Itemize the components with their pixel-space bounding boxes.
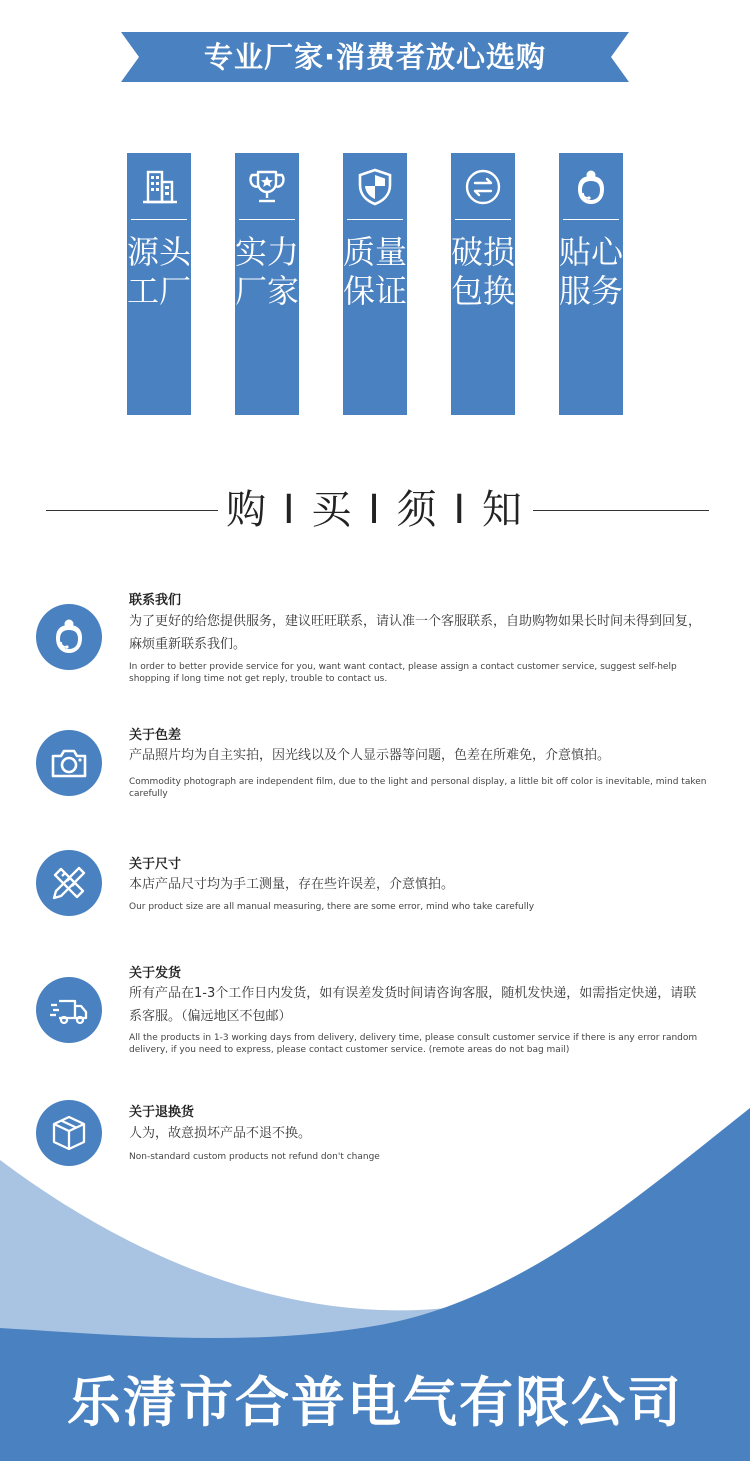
section-divider-left	[46, 510, 218, 511]
feature-label: 贴心服务	[559, 233, 624, 310]
feature-divider	[347, 219, 403, 220]
customer-service-icon	[571, 167, 611, 207]
feature-label: 实力厂家	[235, 233, 300, 310]
shield-icon	[355, 167, 395, 207]
notice-text-cn: 为了更好的给您提供服务，建议旺旺联系，请认准一个客服联系，自助购物如果长时间未得到回复，麻烦重新联系我们。	[129, 614, 702, 652]
ruler-pencil-icon	[49, 863, 89, 903]
exchange-icon	[463, 167, 503, 207]
section-title: 购 I 买 I 须 I 知	[226, 487, 524, 533]
feature-damage-exchange	[451, 153, 515, 415]
notice-text-en: Our product size are all manual measuring, there are some error, mind who take carefully	[129, 902, 535, 912]
notice-text-en: All the products in 1-3 working days from delivery, delivery time, please consult customer service if there is any error random delivery, if you need to express, please contact customer service. (remote areas do not bag mail)	[129, 1033, 698, 1055]
notice-title: 联系我们	[129, 593, 182, 608]
company-name: 乐清市合普电气有限公司	[67, 1371, 683, 1434]
feature-label: 质量保证	[343, 233, 408, 310]
trophy-icon	[247, 167, 287, 207]
notice-title: 关于退换货	[129, 1105, 195, 1120]
customer-service-icon	[49, 617, 89, 657]
feature-label: 源头工厂	[127, 233, 192, 310]
feature-considerate-service	[559, 153, 623, 415]
feature-label: 破损包换	[451, 233, 516, 310]
notice-title: 关于色差	[129, 728, 182, 743]
banner-title: 专业厂家·消费者放心选购	[203, 40, 547, 74]
feature-strong-manufacturer	[235, 153, 299, 415]
notice-text-cn: 本店产品尺寸均为手工测量，存在些许误差，介意慎拍。	[129, 877, 455, 892]
feature-divider	[131, 219, 187, 220]
notice-text-cn: 产品照片均为自主实拍，因光线以及个人显示器等问题，色差在所难免，介意慎拍。	[129, 748, 611, 763]
feature-quality-guarantee	[343, 153, 407, 415]
notice-text-en: Non-standard custom products not refund don't change	[129, 1152, 380, 1162]
feature-source-factory	[127, 153, 191, 415]
notice-title: 关于发货	[129, 966, 182, 981]
notice-text-cn: 人为，故意损坏产品不退不换。	[129, 1126, 312, 1141]
delivery-truck-icon	[49, 990, 89, 1030]
notice-text-cn: 所有产品在1-3个工作日内发货，如有误差发货时间请咨询客服，随机发快递，如需指定快递，请联系客服。（偏远地区不包邮）	[129, 986, 697, 1024]
notice-text-en: In order to better provide service for you, want want contact, please assign a contact customer service, suggest self-help shopping if long time not get reply, trouble to contact us.	[129, 662, 677, 684]
feature-divider	[239, 219, 295, 220]
building-icon	[139, 167, 179, 207]
feature-divider	[455, 219, 511, 220]
camera-icon	[49, 743, 89, 783]
feature-divider	[563, 219, 619, 220]
notice-title: 关于尺寸	[129, 857, 182, 872]
notice-text-en: Commodity photograph are independent film, due to the light and personal display, a little bit off color is inevitable, mind taken carefully	[129, 777, 707, 799]
notice-icon-circle	[36, 730, 102, 796]
notice-icon-circle	[36, 977, 102, 1043]
notice-icon-circle	[36, 604, 102, 670]
section-divider-right	[533, 510, 709, 511]
notice-icon-circle	[36, 850, 102, 916]
top-ribbon-banner	[121, 32, 629, 82]
